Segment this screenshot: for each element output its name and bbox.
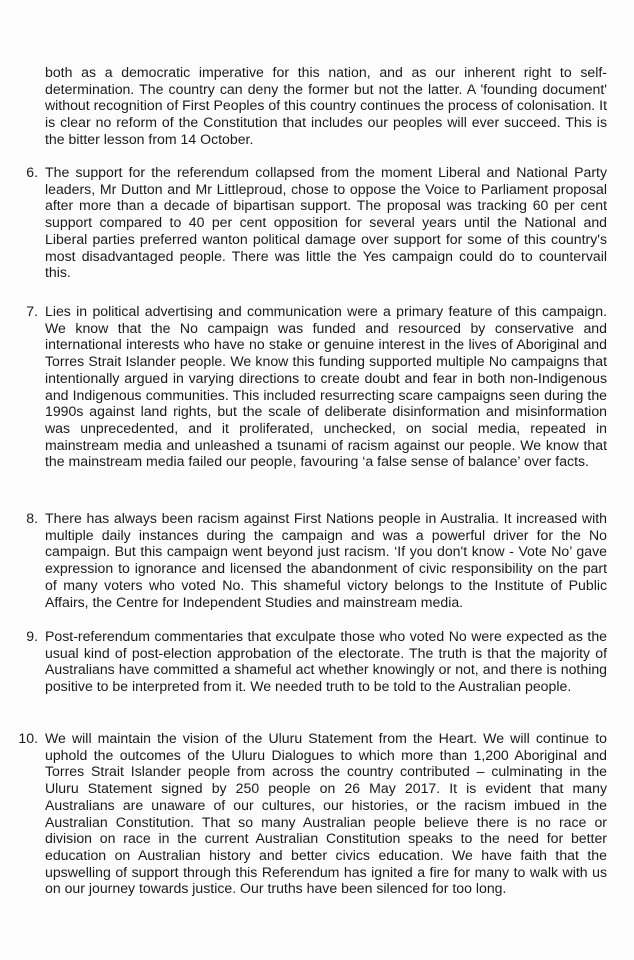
list-item-text: Post-referendum commentaries that exculpate those who voted No were expected as the usual kind of post-election approbation of the electorate. The truth is that the majority of Australians have committed a shameful act whether knowingly or not, and there is nothing positive to be interpreted from it. We needed truth to be told to the Australian people. <box>45 628 607 695</box>
list-item-text: We will maintain the vision of the Uluru Statement from the Heart. We will continue to uphold the outcomes of the Uluru Dialogues to which more than 1,200 Aboriginal and Torres Strait Islander people from across the country contributed – culminating in the Uluru Statement signed by 250 people on 26 May 2017. It is evident that many Australians are unaware of our cultures, our histories, or the racism imbued in the Australian Constitution. That so many Australian people believe there is no race or division on race in the current Australian Constitution speaks to the need for better education on Australian history and better civics education. We have faith that the upswelling of support through this Referendum has ignited a fire for many to walk with us on our journey towards justice. Our truths have been silenced for too long. <box>45 730 607 897</box>
list-item-text: Lies in political advertising and communication were a primary feature of this campaign. We know that the No campaign was funded and resourced by conservative and international interests who have no stake or genuine interest in the lives of Aboriginal and Torres Strait Islander people. We know this funding supported multiple No campaigns that intentionally argued in varying directions to create doubt and fear in both non-Indigenous and Indigenous communities. This included resurrecting scare campaigns seen during the 1990s against land rights, but the scale of deliberate disinformation and misinformation was unprecedented, and it proliferated, unchecked, on social media, repeated in mainstream media and unleashed a tsunami of racism against our people. We know that the mainstream media failed our people, favouring ‘a false sense of balance’ over facts. <box>45 303 607 470</box>
list-item-number: 6. <box>26 164 38 180</box>
list-item-number: 8. <box>26 510 38 526</box>
list-item-text: There has always been racism against First Nations people in Australia. It increased with multiple daily instances during the campaign and was a powerful driver for the No campaign. But this campaign went beyond just racism. ‘If you don't know - Vote No’ gave expression to ignorance and licensed the abandonment of civic responsibility on the part of many voters who voted No. This shameful victory belongs to the Institute of Public Affairs, the Centre for Independent Studies and mainstream media. <box>45 510 607 610</box>
intro-paragraph: both as a democratic imperative for this nation, and as our inherent right to self-determination. The country can deny the former but not the latter. A 'founding document' without recognition of First Peoples of this country continues the process of colonisation. It is clear no reform of the Constitution that includes our peoples will ever succeed. This is the bitter lesson from 14 October. <box>45 64 607 147</box>
list-item-number: 9. <box>26 628 38 644</box>
list-item-text: The support for the referendum collapsed from the moment Liberal and National Party leaders, Mr Dutton and Mr Littleproud, chose to oppose the Voice to Parliament proposal after more than a decade of bipartisan support. The proposal was tracking 60 per cent support compared to 40 per cent opposition for several years until the National and Liberal parties preferred wanton political damage over support for some of this country's most disadvantaged people. There was little the Yes campaign could do to countervail this. <box>45 164 607 281</box>
list-item-number: 7. <box>26 303 38 319</box>
list-item-number: 10. <box>18 730 38 746</box>
